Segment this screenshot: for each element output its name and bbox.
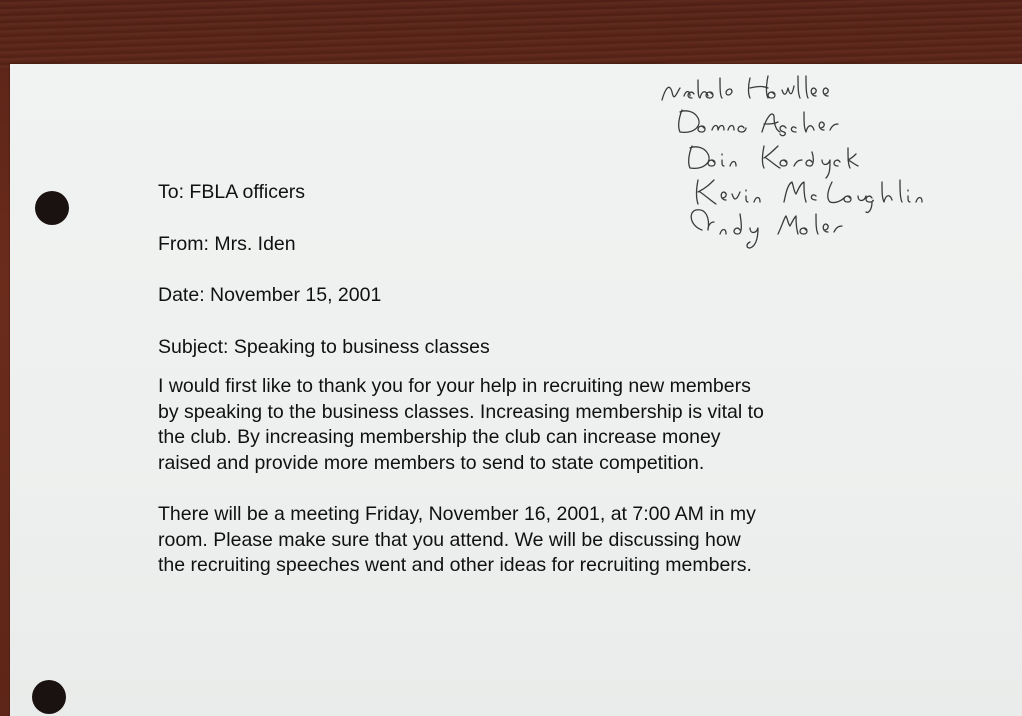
memo-paragraph-1-line: raised and provide more members to send to state competition. — [158, 451, 705, 474]
memo-date-line: Date: November 15, 2001 — [158, 284, 382, 306]
punch-hole-bottom — [32, 680, 66, 714]
memo-paragraph-1 — [158, 374, 878, 476]
memo-paragraph-1-line: I would first like to thank you for your help in recruiting new members — [158, 375, 751, 397]
memo-paragraph-2 — [158, 502, 878, 579]
memo-paragraph-2-line: There will be a meeting Friday, November 16, 2001, at 7:00 AM in my — [158, 503, 756, 525]
memo-body — [158, 180, 878, 579]
memo-subject-line: Subject: Speaking to business classes — [158, 335, 490, 358]
memo-paragraph-2-line: room. Please make sure that you attend. We will be discussing how — [158, 528, 741, 551]
desk-surface — [0, 0, 1022, 70]
memo-paragraph-1-line: the club. By increasing membership the club can increase money — [158, 426, 721, 448]
memo-paragraph-1-line: by speaking to the business classes. Increasing membership is vital to — [158, 400, 764, 423]
punch-hole-top — [35, 191, 69, 225]
memo-paragraph-2-line: the recruiting speeches went and other ideas for recruiting members. — [158, 554, 752, 576]
memo-to-line: To: FBLA officers — [158, 181, 306, 203]
memo-from-line: From: Mrs. Iden — [158, 232, 296, 255]
